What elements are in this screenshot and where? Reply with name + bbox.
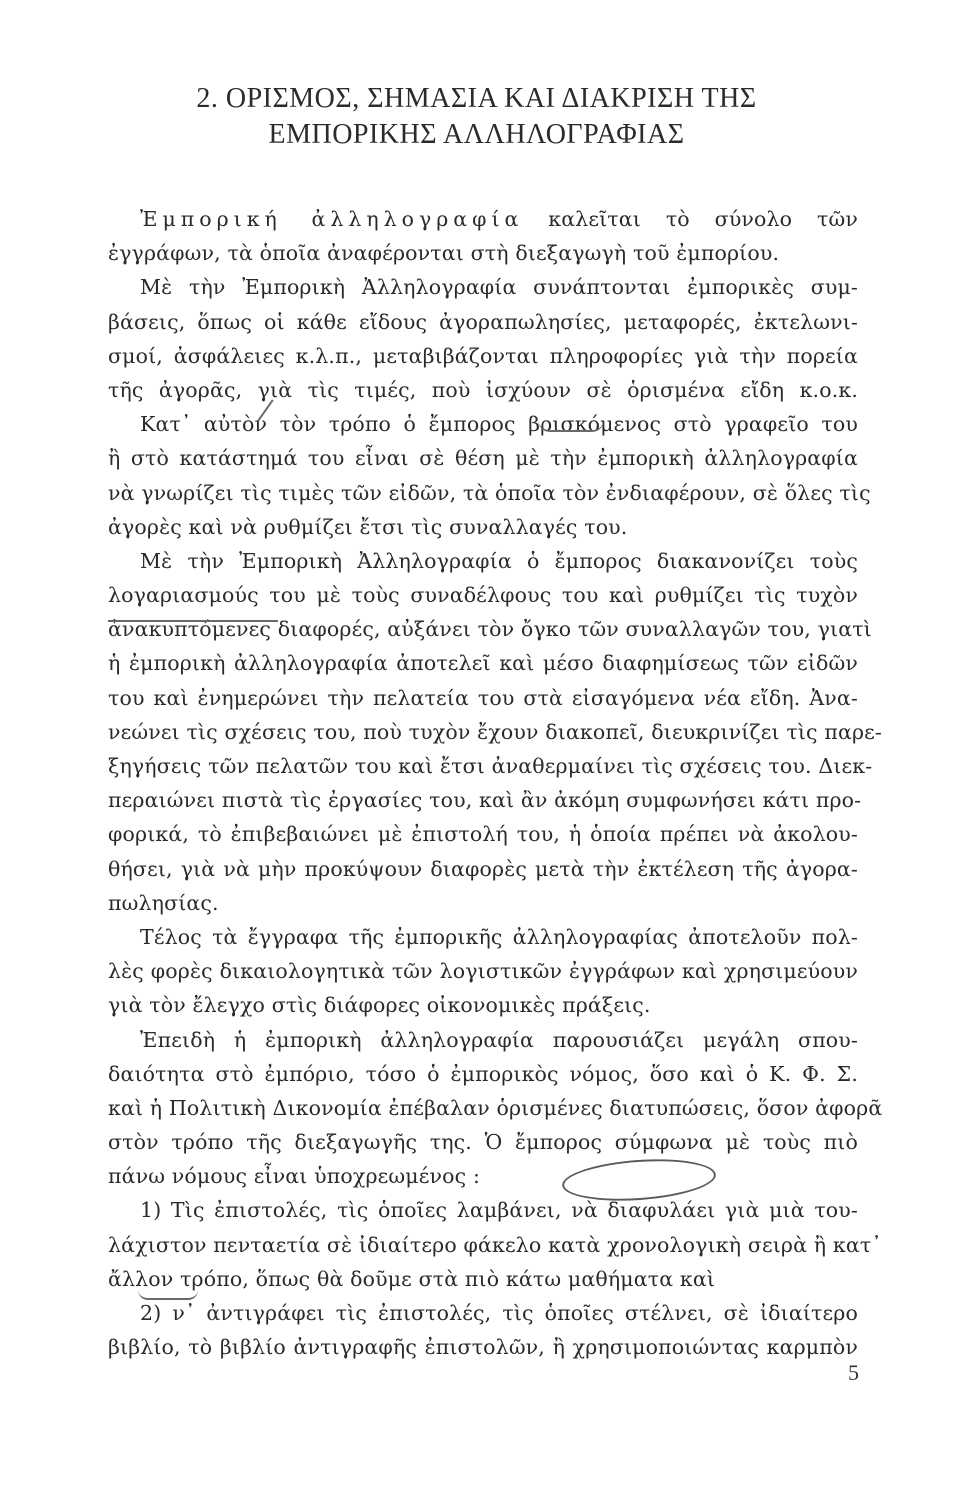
- text-line: λογαριασμούς του μὲ τοὺς συναδέλφους του καὶ ρυθμίζει τὶς τυχὸν: [108, 583, 858, 608]
- text-line: ἡ ἐμπορικὴ ἀλληλογραφία ἀποτελεῖ καὶ μέσο διαφημίσεως τῶν εἰδῶν: [108, 651, 858, 676]
- text-line: ἐγγράφων, τὰ ὁποῖα ἀναφέρονται στὴ διεξαγωγὴ τοῦ ἐμπορίου.: [108, 241, 780, 266]
- text-line: περαιώνει πιστὰ τὶς ἐργασίες του, καὶ ἂν ἀκόμη συμφωνήσει κάτι προ-: [108, 788, 862, 813]
- text-line: του καὶ ἐνημερώνει τὴν πελατεία του στὰ εἰσαγόμενα νέα εἴδη. Ἀνα-: [108, 685, 858, 710]
- text-line: στὸν τρόπο τῆς διεξαγωγῆς της. Ὁ ἔμπορος σύμφωνα μὲ τοὺς πιὸ: [108, 1130, 858, 1155]
- text-line: [108, 202, 858, 236]
- text-line: τῆς ἀγορᾶς, γιὰ τὶς τιμές, ποὺ ἰσχύουν σὲ ὁρισμένα εἴδη κ.ο.κ.: [108, 377, 858, 402]
- text-line: ἄλλον τρόπο, ὅπως θὰ δοῦμε στὰ πιὸ κάτω μαθήματα καὶ: [108, 1266, 716, 1291]
- text-line: βιβλίο, τὸ βιβλίο ἀντιγραφῆς ἐπιστολῶν, ἢ χρησιμοποιώντας καρμπὸν: [108, 1335, 858, 1360]
- text-line: βάσεις, ὅπως οἱ κάθε εἴδους ἀγοραπωλησίες, μεταφορές, ἐκτελωνι-: [108, 309, 858, 334]
- page-number: 5: [848, 1360, 859, 1385]
- text-line: ἢ στὸ κατάστημά του εἶναι σὲ θέση μὲ τὴν ἐμπορικὴ ἀλληλογραφία: [108, 446, 858, 471]
- text-line: Μὲ τὴν Ἐμπορικὴ Ἀλληλογραφία ὁ ἔμπορος διακανονίζει τοὺς: [140, 548, 858, 573]
- text-line: Μὲ τὴν Ἐμπορικὴ Ἀλληλογραφία συνάπτονται ἐμπορικὲς συμ-: [140, 275, 858, 300]
- text-line: ξηγήσεις τῶν πελατῶν του καὶ ἔτσι ἀναθερμαίνει τὶς σχέσεις του. Διεκ-: [108, 754, 873, 778]
- defined-term: Ἐμπορική ἀλληλογραφία: [140, 207, 524, 231]
- chapter-title-line-2: ΕΜΠΟΡΙΚΗΣ ΑΛΛΗΛΟΓΡΑΦΙΑΣ: [268, 119, 685, 150]
- text-line: ἀνακυπτόμενες διαφορές, αὐξάνει τὸν ὄγκο τῶν συναλλαγῶν του, γιατὶ: [108, 617, 872, 642]
- text-line: 2) ν᾽ ἀντιγράφει τὶς ἐπιστολές, τὶς ὁποῖες στέλνει, σὲ ἰδιαίτερο: [140, 1301, 858, 1325]
- text-line: πωλησίας.: [108, 890, 219, 915]
- text-line: σμοί, ἀσφάλειες κ.λ.π., μεταβιβάζονται πληροφορίες γιὰ τὴν πορεία: [108, 343, 858, 368]
- text-line: νεώνει τὶς σχέσεις του, ποὺ τυχὸν ἔχουν διακοπεῖ, διευκρινίζει τὶς παρε-: [108, 719, 883, 744]
- text-line: λάχιστον πενταετία σὲ ἰδιαίτερο φάκελο κατὰ χρονολογικὴ σειρὰ ἢ κατ᾽: [108, 1232, 882, 1257]
- text-line: ἀγορὲς καὶ νὰ ρυθμίζει ἔτσι τὶς συναλλαγές του.: [108, 514, 628, 539]
- text-line: λὲς φορὲς δικαιολογητικὰ τῶν λογιστικῶν ἐγγράφων καὶ χρησιμεύουν: [108, 959, 858, 984]
- text-line: δαιότητα στὸ ἐμπόριο, τόσο ὁ ἐμπορικὸς νόμος, ὅσο καὶ ὁ Κ. Φ. Σ.: [108, 1061, 858, 1086]
- text-line: Κατ᾽ αὐτὸν τὸν τρόπο ὁ ἔμπορος βρισκόμενος στὸ γραφεῖο του: [140, 412, 858, 437]
- text-fragment: καλεῖται τὸ σύνολο τῶν: [523, 207, 859, 231]
- body-text: [108, 202, 883, 1364]
- text-line: Ἐπειδὴ ἡ ἐμπορικὴ ἀλληλογραφία παρουσιάζει μεγάλη σπου-: [140, 1027, 858, 1052]
- text-line: Τέλος τὰ ἔγγραφα τῆς ἐμπορικῆς ἀλληλογραφίας ἀποτελοῦν πολ-: [140, 924, 858, 949]
- text-line: 1) Τὶς ἐπιστολές, τὶς ὁποῖες λαμβάνει, νὰ διαφυλάει γιὰ μιὰ του-: [140, 1198, 858, 1223]
- chapter-title-line-1: 2. ΟΡΙΣΜΟΣ, ΣΗΜΑΣΙΑ ΚΑΙ ΔΙΑΚΡΙΣΗ ΤΗΣ: [196, 83, 757, 114]
- text-line: νὰ γνωρίζει τὶς τιμὲς τῶν εἰδῶν, τὰ ὁποῖα τὸν ἐνδιαφέρουν, σὲ ὅλες τὶς: [108, 480, 871, 505]
- text-line: πάνω νόμους εἶναι ὑποχρεωμένος :: [108, 1164, 480, 1189]
- text-line: καὶ ἡ Πολιτικὴ Δικονομία ἐπέβαλαν ὁρισμένες διατυπώσεις, ὅσον ἀφορᾶ: [108, 1095, 883, 1120]
- text-line: θήσει, γιὰ νὰ μὴν προκύψουν διαφορὲς μετὰ τὴν ἐκτέλεση τῆς ἀγορα-: [108, 856, 858, 881]
- text-line: γιὰ τὸν ἔλεγχο στὶς διάφορες οἰκονομικὲς πράξεις.: [108, 993, 651, 1018]
- text-line: φορικά, τὸ ἐπιβεβαιώνει μὲ ἐπιστολή του, ἡ ὁποία πρέπει νὰ ἀκολου-: [108, 822, 858, 847]
